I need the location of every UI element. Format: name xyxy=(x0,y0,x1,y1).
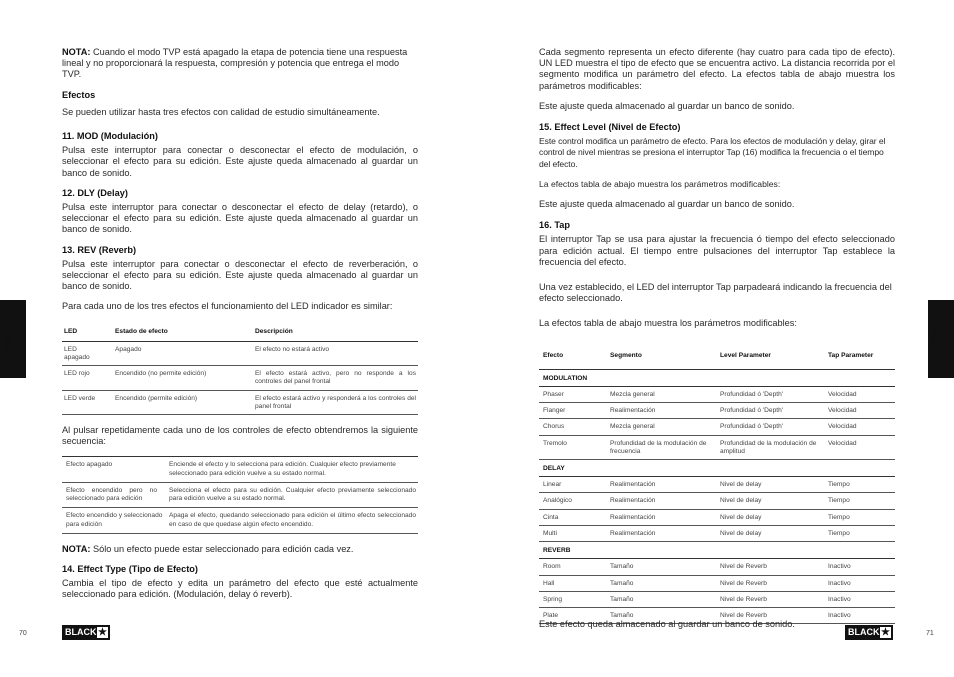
led-header-desc: Descripción xyxy=(253,322,418,342)
star-icon: ★ xyxy=(881,627,890,638)
table-row: Chorus Mezcla general Profundidad ó 'Depth' Velocidad xyxy=(539,419,895,435)
table-row: Cinta Realimentación Nivel de delay Tiempo xyxy=(539,509,895,525)
right-logo xyxy=(845,625,893,640)
effects-header-effect: Efecto xyxy=(539,336,606,370)
table-row: LED rojo Encendido (no permite edición) El efecto estará activo, pero no responde a los controles del panel frontal xyxy=(62,366,418,390)
effect-level-saved: Este ajuste queda almacenado al guardar un banco de sonido. xyxy=(539,199,795,210)
star-icon: ★ xyxy=(98,627,107,638)
table-row: Efecto apagado Enciende el efecto y lo selecciona para edición. Cualquier efecto previamente seleccionado para edición vuelve a su estado normal. xyxy=(62,457,418,482)
right-logo-text: BLACK xyxy=(848,627,880,637)
left-page-number: 70 xyxy=(19,630,27,637)
rev-heading: 13. REV (Reverb) xyxy=(62,244,137,255)
sequence-intro: Al pulsar repetidamente cada uno de los controles de efecto obtendremos la siguiente secuencia: xyxy=(62,425,418,447)
segment-saved: Este ajuste queda almacenado al guardar un banco de sonido. xyxy=(539,100,795,111)
effects-table xyxy=(539,336,895,624)
effect-level-heading: 15. Effect Level (Nivel de Efecto) xyxy=(539,122,681,133)
effects-header-segment: Segmento xyxy=(606,336,716,370)
tap-text: El interruptor Tap se usa para ajustar la frecuencia ó tiempo del efecto seleccionado para edición actual. El tiempo entre pulsaciones del interruptor Tap establece la frecuencia del efecto. xyxy=(539,234,895,267)
tap-heading: 16. Tap xyxy=(539,220,570,231)
led-table xyxy=(62,322,418,415)
note-tvp: NOTA: Cuando el modo TVP está apagado la etapa de potencia tiene una respuesta lineal y no proporcionará la respuesta, compresión y potencia que entrega el modo TVP. xyxy=(62,47,408,80)
table-row: Analógico Realimentación Nivel de delay Tiempo xyxy=(539,493,895,509)
effects-heading: Efectos xyxy=(62,89,96,100)
mod-heading: 11. MOD (Modulación) xyxy=(62,131,158,142)
right-page-number: 71 xyxy=(926,630,934,637)
table-group-row: DELAY xyxy=(539,460,895,477)
led-header-state: Estado de efecto xyxy=(113,322,253,342)
table-row: Spring Tamaño Nivel de Reverb Inactivo xyxy=(539,591,895,607)
sequence-table xyxy=(62,456,418,533)
table-row: Efecto encendido pero no seleccionado para edición Selecciona el efecto para su edición. Cualquier efecto previamente seleccionado para edición vuelve a su estado normal. xyxy=(62,482,418,507)
right-footer-text: Este efecto queda almacenado al guardar un banco de sonido. xyxy=(539,619,795,629)
led-header-led: LED xyxy=(62,322,113,342)
table-row: LED apagado Apagado El efecto no estará activo xyxy=(62,341,418,365)
segment-intro: Cada segmento representa un efecto diferente (hay cuatro para cada tipo de efecto). UN LED muestra el tipo de efecto que se encuentra activo. La distancia recorrida por el segmento modifica un parámetro del efecto. La efectos tabla de abajo muestra los parámetros modificables: xyxy=(539,47,895,91)
dly-text: Pulsa este interruptor para conectar o desconectar el efecto de delay (retardo), o seleccionar el efecto para su edición. Este ajuste queda almacenado al guardar un banco de sonido. xyxy=(62,202,418,235)
rev-text: Pulsa este interruptor para conectar o desconectar el efecto de reverberación, o seleccionar el efecto para su edición. Este ajuste queda almacenado al guardar un banco de sonido. xyxy=(62,258,418,292)
table-group-row: MODULATION xyxy=(539,369,895,386)
table-row: Phaser Mezcla general Profundidad ó 'Depth' Velocidad xyxy=(539,387,895,403)
effect-level-table-note: La efectos tabla de abajo muestra los parámetros modificables: xyxy=(539,178,781,189)
table-row: LED verde Encendido (permite edición) El efecto estará activo y responderá a los controles del panel frontal xyxy=(62,390,418,414)
left-side-label: Español xyxy=(3,322,13,355)
effects-header-tap: Tap Parameter xyxy=(824,336,895,370)
effect-level-text: Este control modifica un parámetro de efecto. Para los efectos de modulación y delay, girar el control de nivel mientras se presiona el interruptor Tap (16) modifica la frecuencia o el tiempo del efecto. xyxy=(539,136,886,169)
left-logo-text: BLACK xyxy=(65,627,97,637)
table-row: Hall Tamaño Nivel de Reverb Inactivo xyxy=(539,575,895,591)
note-single-effect: NOTA: Sólo un efecto puede estar seleccionado para edición cada vez. xyxy=(62,543,354,554)
table-row: Plate Tamaño Nivel de Reverb Inactivo xyxy=(539,607,895,623)
tap-table-note: La efectos tabla de abajo muestra los parámetros modificables: xyxy=(539,318,797,329)
dly-heading: 12. DLY (Delay) xyxy=(62,187,128,198)
led-intro: Para cada uno de los tres efectos el funcionamiento del LED indicador es similar: xyxy=(62,301,393,312)
effects-intro: Se pueden utilizar hasta tres efectos con calidad de estudio simultáneamente. xyxy=(62,106,380,117)
effects-header-level: Level Parameter xyxy=(716,336,824,370)
right-side-label: Español xyxy=(929,322,939,355)
effect-type-heading: 14. Effect Type (Tipo de Efecto) xyxy=(62,563,198,574)
table-row: Multi Realimentación Nivel de delay Tiempo xyxy=(539,525,895,541)
tap-led-text: Una vez establecido, el LED del interruptor Tap parpadeará indicando la frecuencia del efecto seleccionado. xyxy=(539,282,892,304)
table-row: Tremolo Profundidad de la modulación de frecuencia Profundidad de la modulación de amplitud Velocidad xyxy=(539,435,895,459)
left-logo xyxy=(62,625,110,640)
table-row: Efecto encendido y seleccionado para edición Apaga el efecto, quedando seleccionado para edición el último efecto seleccionado en caso de que quedase algún efecto encendido. xyxy=(62,508,418,533)
table-row: Linear Realimentación Nivel de delay Tiempo xyxy=(539,477,895,493)
effect-type-text: Cambia el tipo de efecto y edita un parámetro del efecto que esté actualmente seleccionado para edición. (Modulación, delay ó reverb). xyxy=(62,578,418,600)
table-row: Flanger Realimentación Profundidad ó 'Depth' Velocidad xyxy=(539,403,895,419)
left-page xyxy=(62,47,418,610)
mod-text: Pulsa este interruptor para conectar o desconectar el efecto de modulación, o seleccionar el efecto para su edición. Este ajuste queda almacenado al guardar un banco de sonido. xyxy=(62,145,418,178)
table-group-row: REVERB xyxy=(539,542,895,559)
table-row: Room Tamaño Nivel de Reverb Inactivo xyxy=(539,559,895,575)
right-page xyxy=(539,47,895,634)
